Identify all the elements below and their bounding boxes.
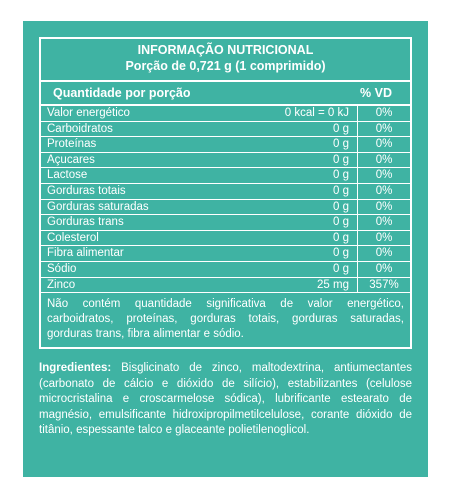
table-row xyxy=(41,153,410,169)
nutrient-vd: 0% xyxy=(375,184,393,197)
nutrient-quantity: 0 g xyxy=(240,231,358,246)
nutrient-name: Valor energético xyxy=(47,107,130,119)
nutrient-vd: 0% xyxy=(375,247,393,260)
nutrient-name: Proteínas xyxy=(47,138,97,151)
nutrient-quantity: 0 g xyxy=(240,137,358,152)
nutrient-vd: 357% xyxy=(369,278,399,291)
nutrient-rows xyxy=(41,106,410,293)
nutrient-quantity: 0 g xyxy=(240,200,358,215)
ingredients-block xyxy=(39,361,412,439)
nutrient-vd: 0% xyxy=(375,138,393,151)
nutrient-name: Colesterol xyxy=(47,231,99,244)
table-row xyxy=(41,106,410,122)
table-row xyxy=(41,200,410,216)
nutrient-name: Fibra alimentar xyxy=(47,247,124,260)
table-row xyxy=(41,262,410,278)
nutrition-label-panel xyxy=(23,21,428,477)
nutrient-name: Gorduras saturadas xyxy=(47,200,149,213)
nutrient-quantity: 0 g xyxy=(240,184,358,199)
table-title: INFORMAÇÃO NUTRICIONAL xyxy=(137,43,314,57)
table-row xyxy=(41,184,410,200)
nutrient-quantity: 0 g xyxy=(240,215,358,230)
nutrient-quantity: 25 mg xyxy=(240,278,358,293)
nutrient-name: Carboidratos xyxy=(47,122,113,135)
column-header-quantity: Quantidade por porção xyxy=(53,86,191,100)
nutrient-quantity: 0 g xyxy=(240,246,358,261)
ingredients-text: Bisglicinato de zinco, maltodextrina, antiumectantes (carbonato de cálcio e dióxido de silício), estabilizantes (celulose microcristalina e croscarmelose sódica), lubrificante estearato de magnésio, emulsificante hidroxipropilmetilcelulose, corante dióxido de titânio, espessante talco e glaceante polietilenoglicol. xyxy=(39,362,412,436)
table-row xyxy=(41,137,410,153)
nutrient-name: Açucares xyxy=(47,153,95,166)
nutrient-name: Sódio xyxy=(47,262,77,275)
column-headers xyxy=(41,82,410,106)
ingredients-label: Ingredientes: xyxy=(39,362,122,374)
nutrient-name: Lactose xyxy=(47,169,88,182)
table-row xyxy=(41,278,410,294)
table-row xyxy=(41,215,410,231)
nutrient-vd: 0% xyxy=(375,153,393,166)
nutrient-vd: 0% xyxy=(375,216,393,229)
nutrient-quantity: 0 g xyxy=(240,153,358,168)
nutrient-vd: 0% xyxy=(375,169,393,182)
table-footnote: Não contém quantidade significativa de valor energético, carboidratos, proteínas, gorduras totais, gorduras saturadas, gorduras trans, fibra alimentar e sódio. xyxy=(47,298,404,341)
nutrient-name: Zinco xyxy=(47,278,76,291)
table-header xyxy=(41,39,410,82)
portion-size: Porção de 0,721 g (1 comprimido) xyxy=(125,59,326,73)
nutrient-quantity: 0 g xyxy=(240,262,358,277)
nutrient-vd: 0% xyxy=(375,107,393,119)
nutrient-name: Gorduras trans xyxy=(47,216,124,229)
nutrient-vd: 0% xyxy=(375,262,393,275)
nutrient-quantity: 0 kcal = 0 kJ xyxy=(208,106,358,121)
nutrient-vd: 0% xyxy=(375,122,393,135)
table-row xyxy=(41,168,410,184)
nutrient-vd: 0% xyxy=(375,200,393,213)
column-header-vd: % VD xyxy=(360,86,392,100)
nutrient-name: Gorduras totais xyxy=(47,184,126,197)
nutrient-vd: 0% xyxy=(375,231,393,244)
nutrient-quantity: 0 g xyxy=(240,168,358,183)
nutrient-quantity: 0 g xyxy=(240,122,358,137)
table-row xyxy=(41,231,410,247)
nutrition-table xyxy=(39,37,412,349)
table-row xyxy=(41,246,410,262)
table-row xyxy=(41,122,410,138)
